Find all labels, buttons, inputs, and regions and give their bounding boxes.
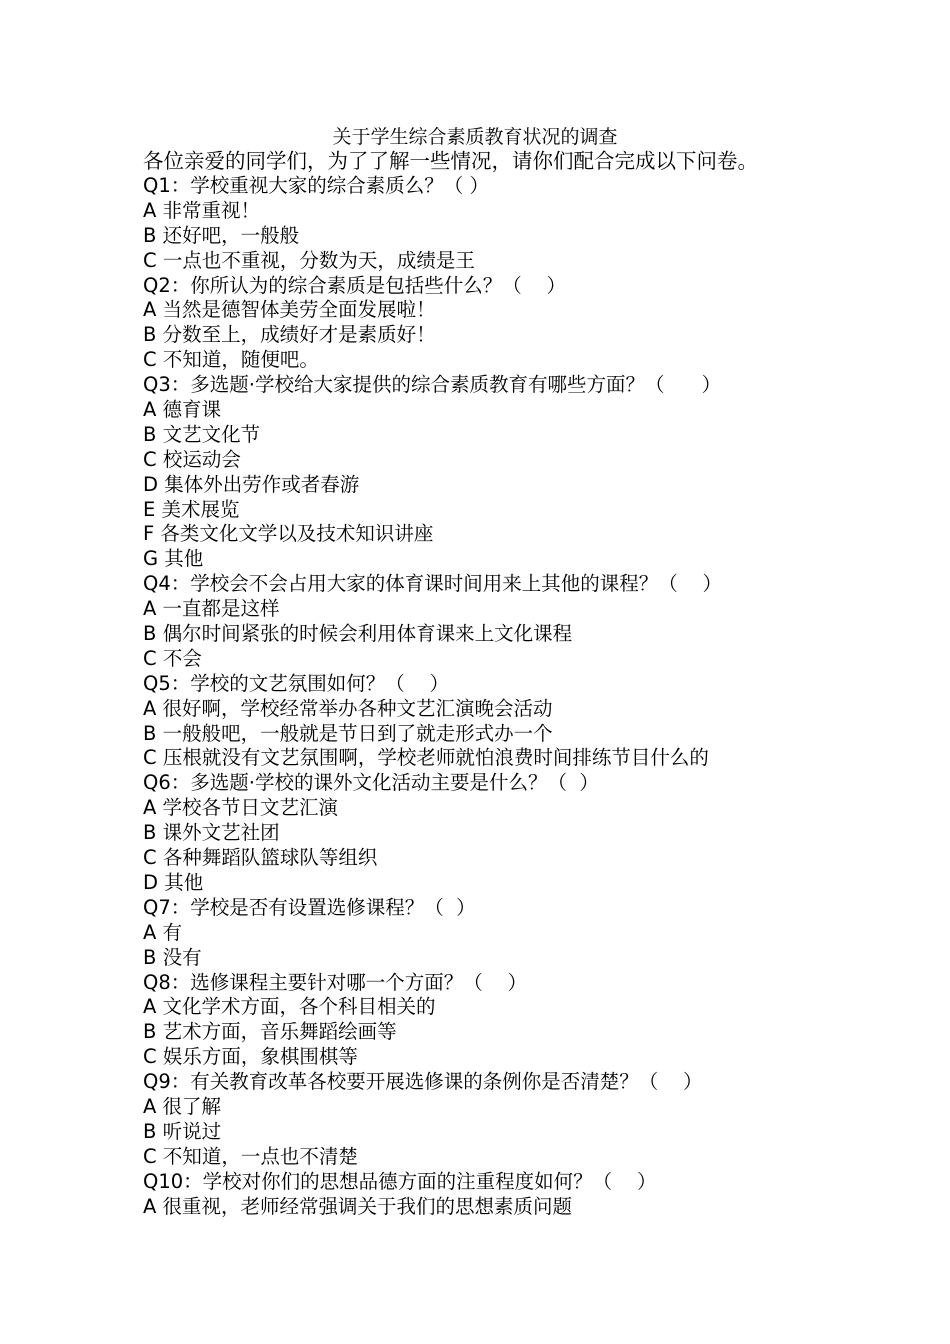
option-line: A 一直都是这样 (143, 597, 280, 621)
question-line: Q3：多选题·学校给大家提供的综合素质教育有哪些方面？（ ） (143, 373, 722, 397)
option-line: C 不知道，一点也不清楚 (143, 1144, 358, 1168)
option-line: B 还好吧，一般般 (143, 223, 300, 247)
option-line: B 文艺文化节 (143, 422, 261, 446)
option-line: C 校运动会 (143, 447, 241, 471)
question-line: Q6：多选题·学校的课外文化活动主要是什么？（ ） (143, 771, 599, 795)
question-line: Q5：学校的文艺氛围如何？（ ） (143, 671, 450, 695)
option-line: A 很好啊，学校经常举办各种文艺汇演晚会活动 (143, 696, 553, 720)
survey-content (143, 148, 933, 1219)
option-line: C 各种舞蹈队篮球队等组织 (143, 846, 378, 870)
option-line: F 各类文化文学以及技术知识讲座 (143, 522, 434, 546)
option-line: D 集体外出劳作或者春游 (143, 472, 360, 496)
survey-title: 关于学生综合素质教育状况的调查 (332, 126, 618, 148)
option-line: C 压根就没有文艺氛围啊，学校老师就怕浪费时间排练节目什么的 (143, 746, 709, 770)
option-line: A 非常重视！ (143, 198, 261, 222)
question-line: Q10：学校对你们的思想品德方面的注重程度如何？（ ） (143, 1169, 657, 1193)
option-line: B 一般般吧，一般就是节日到了就走形式办一个 (143, 721, 553, 745)
question-line: Q9：有关教育改革各校要开展选修课的条例你是否清楚？（ ） (143, 1070, 703, 1094)
question-line: Q1：学校重视大家的综合素质么？（ ） (143, 174, 489, 197)
option-line: C 不知道，随便吧。 (143, 348, 319, 372)
option-line: D 其他 (143, 870, 204, 894)
question-line: Q2：你所认为的综合素质是包括些什么？（ ） (143, 273, 567, 297)
option-line: B 没有 (143, 945, 202, 969)
question-line: Q8：选修课程主要针对哪一个方面？（ ） (143, 970, 528, 994)
question-line: Q7：学校是否有设置选修课程？（ ） (143, 895, 476, 919)
option-line: C 不会 (143, 646, 202, 670)
option-line: A 当然是德智体美劳全面发展啦！ (143, 298, 436, 322)
option-line: B 听说过 (143, 1119, 222, 1143)
option-line: B 课外文艺社团 (143, 821, 280, 845)
option-line: A 学校各节日文艺汇演 (143, 796, 339, 820)
option-line: A 很重视，老师经常强调关于我们的思想素质问题 (143, 1194, 573, 1218)
option-line: G 其他 (143, 547, 204, 571)
question-line: Q4：学校会不会占用大家的体育课时间用来上其他的课程？（ ） (143, 572, 723, 596)
option-line: A 很了解 (143, 1094, 222, 1118)
option-line: C 娱乐方面，象棋围棋等 (143, 1045, 358, 1069)
option-line: B 偶尔时间紧张的时候会利用体育课来上文化课程 (143, 622, 573, 646)
option-line: A 有 (143, 920, 183, 944)
option-line: C 一点也不重视，分数为天，成绩是王 (143, 248, 475, 272)
survey-intro: 各位亲爱的同学们，为了了解一些情况，请你们配合完成以下问卷。 (143, 149, 758, 173)
option-line: A 德育课 (143, 398, 222, 422)
option-line: B 分数至上，成绩好才是素质好！ (143, 323, 436, 347)
option-line: B 艺术方面，音乐舞蹈绘画等 (143, 1020, 397, 1044)
option-line: A 文化学术方面，各个科目相关的 (143, 995, 436, 1019)
option-line: E 美术展览 (143, 497, 240, 521)
